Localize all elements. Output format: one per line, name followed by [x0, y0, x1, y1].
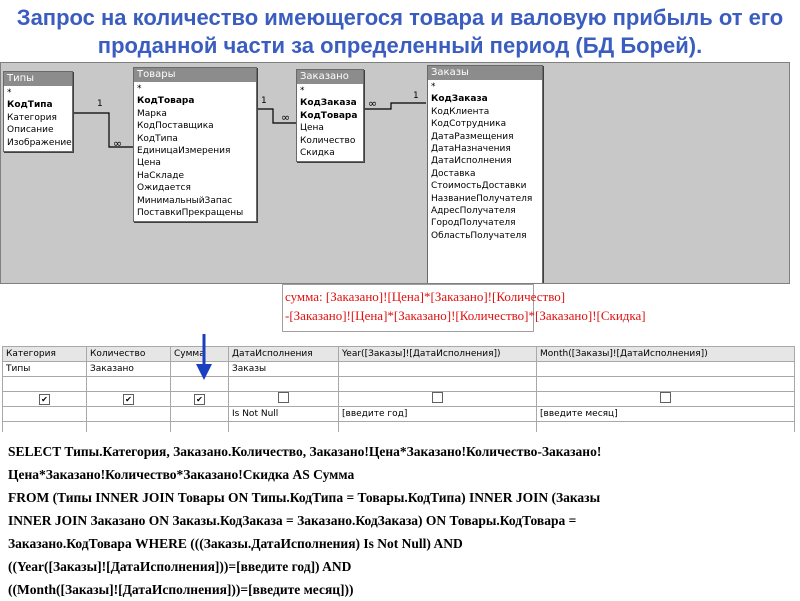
grid-header-row	[3, 347, 795, 362]
relation-one-label: 1	[261, 96, 267, 106]
grid-criteria-cell[interactable]: [введите месяц]	[537, 407, 795, 422]
table-field[interactable]: Количество	[300, 135, 356, 146]
show-checkbox[interactable]	[660, 392, 671, 403]
table-window-tovary[interactable]	[133, 67, 257, 222]
grid-table-row	[3, 362, 795, 377]
table-field[interactable]: ДатаРазмещения	[431, 131, 514, 142]
relation-one-label: 1	[97, 99, 103, 109]
sql-line: Заказано.КодТовара WHERE (((Заказы.ДатаИсполнения) Is Not Null) AND	[8, 536, 463, 551]
grid-or-cell[interactable]	[339, 422, 537, 433]
table-field[interactable]: *	[7, 88, 12, 98]
slide-title: Запрос на количество имеющегося товара и валовую прибыль от его проданной части за определенный период (БД Борей).	[16, 5, 784, 58]
grid-show-row	[3, 392, 795, 407]
table-field[interactable]: КодТовара	[300, 110, 358, 121]
show-checkbox[interactable]	[432, 392, 443, 403]
grid-sort-cell[interactable]	[229, 377, 339, 392]
expression-line: сумма: [Заказано]![Цена]*[Заказано]![Количество]	[285, 289, 566, 304]
grid-table-cell[interactable]	[339, 362, 537, 377]
table-window-title[interactable]: Товары	[134, 68, 256, 82]
table-field[interactable]: Цена	[137, 158, 161, 169]
table-field[interactable]: КодСотрудника	[431, 119, 507, 130]
table-field[interactable]: ПоставкиПрекращены	[137, 207, 244, 218]
sql-line: ((Month([Заказы]![ДатаИсполнения]))=[введите месяц]))	[8, 582, 354, 597]
qbe-grid-table	[2, 346, 795, 432]
table-window-title[interactable]: Заказано	[297, 70, 363, 84]
table-field[interactable]: КодЗаказа	[431, 94, 488, 105]
table-field[interactable]: Ожидается	[137, 183, 191, 194]
sql-line: FROM (Типы INNER JOIN Товары ON Типы.КодТипа = Товары.КодТипа) INNER JOIN (Заказы	[8, 490, 601, 505]
table-field[interactable]: Изображение	[7, 137, 72, 148]
grid-table-cell[interactable]: Заказы	[229, 362, 339, 377]
grid-field-cell[interactable]: Month([Заказы]![ДатаИсполнения])	[537, 347, 795, 362]
grid-or-cell[interactable]	[87, 422, 171, 433]
table-field[interactable]: Категория	[7, 112, 57, 123]
table-field[interactable]: МинимальныйЗапас	[137, 195, 233, 206]
grid-field-cell[interactable]: Year([Заказы]![ДатаИсполнения])	[339, 347, 537, 362]
pointer-arrow-icon	[192, 334, 216, 382]
grid-field-cell[interactable]: Категория	[3, 347, 87, 362]
grid-table-cell[interactable]	[537, 362, 795, 377]
grid-or-cell[interactable]	[229, 422, 339, 433]
table-field[interactable]: СтоимостьДоставки	[431, 181, 527, 192]
table-field[interactable]: КодТовара	[137, 96, 195, 107]
query-design-area	[0, 62, 790, 284]
table-field[interactable]: АдресПолучателя	[431, 205, 516, 216]
grid-field-cell[interactable]: Количество	[87, 347, 171, 362]
table-field[interactable]: Описание	[7, 125, 54, 136]
table-field[interactable]: *	[431, 82, 436, 92]
grid-sort-cell[interactable]	[87, 377, 171, 392]
grid-sort-row	[3, 377, 795, 392]
grid-sort-cell[interactable]	[537, 377, 795, 392]
grid-sort-cell[interactable]	[339, 377, 537, 392]
show-checkbox[interactable]	[278, 392, 289, 403]
grid-criteria-cell[interactable]	[87, 407, 171, 422]
sql-line: ((Year([Заказы]![ДатаИсполнения]))=[введите год]) AND	[8, 559, 352, 574]
relation-many-label: ∞	[281, 111, 291, 124]
table-field[interactable]: ОбластьПолучателя	[431, 230, 527, 241]
expression-line: -[Заказано]![Цена]*[Заказано]![Количество]*[Заказано]![Скидка]	[285, 308, 646, 323]
table-field[interactable]: НазваниеПолучателя	[431, 193, 533, 204]
sql-line: INNER JOIN Заказано ON Заказы.КодЗаказа = Заказано.КодЗаказа) ON Товары.КодТовара =	[8, 513, 577, 528]
expression-callout	[282, 284, 646, 332]
table-window-title[interactable]: Заказы	[428, 66, 542, 80]
table-field[interactable]: ДатаНазначения	[431, 143, 511, 154]
sql-line: SELECT Типы.Категория, Заказано.Количество, Заказано!Цена*Заказано!Количество-Заказано!	[8, 444, 602, 459]
grid-or-row	[3, 422, 795, 433]
grid-or-cell[interactable]	[3, 422, 87, 433]
table-field[interactable]: Цена	[300, 123, 324, 134]
table-field[interactable]: КодТипа	[137, 133, 178, 144]
grid-sort-cell[interactable]	[3, 377, 87, 392]
grid-criteria-cell[interactable]: Is Not Null	[229, 407, 339, 422]
table-field[interactable]: КодЗаказа	[300, 98, 357, 109]
table-field[interactable]: Доставка	[431, 168, 476, 179]
relation-one-label: 1	[413, 91, 419, 101]
table-window-zakazano[interactable]	[296, 69, 364, 162]
table-field[interactable]: *	[300, 86, 305, 96]
relation-many-label: ∞	[368, 97, 378, 110]
table-field[interactable]: КодКлиента	[431, 106, 490, 117]
table-window-tipy[interactable]	[3, 71, 73, 152]
table-window-title[interactable]: Типы	[4, 72, 72, 86]
table-field[interactable]: ДатаИсполнения	[431, 156, 512, 167]
grid-field-cell[interactable]: Сумма	[171, 347, 229, 362]
grid-table-cell[interactable]: Типы	[3, 362, 87, 377]
relation-many-label: ∞	[113, 137, 123, 150]
table-field[interactable]: ЕдиницаИзмерения	[137, 145, 231, 156]
grid-criteria-row	[3, 407, 795, 422]
table-field[interactable]: Скидка	[300, 147, 335, 158]
grid-criteria-cell[interactable]: [введите год]	[339, 407, 537, 422]
table-field[interactable]: КодТипа	[7, 100, 53, 111]
grid-field-cell[interactable]: ДатаИсполнения	[229, 347, 339, 362]
table-field[interactable]: Марка	[137, 108, 167, 119]
table-field[interactable]: КодПоставщика	[137, 121, 214, 132]
table-field[interactable]: *	[137, 84, 142, 94]
show-checkbox[interactable]: ✔	[39, 394, 50, 405]
table-field[interactable]: НаСкладе	[137, 170, 185, 181]
sql-statement	[8, 440, 796, 601]
sql-line: Цена*Заказано!Количество*Заказано!Скидка AS Сумма	[8, 467, 355, 482]
grid-or-cell[interactable]	[171, 422, 229, 433]
show-checkbox[interactable]: ✔	[194, 394, 205, 405]
grid-criteria-cell[interactable]	[171, 407, 229, 422]
grid-criteria-cell[interactable]	[3, 407, 87, 422]
qbe-grid	[0, 344, 800, 432]
table-field[interactable]: ГородПолучателя	[431, 218, 516, 229]
relationship-lines	[1, 63, 790, 284]
grid-table-cell[interactable]: Заказано	[87, 362, 171, 377]
show-checkbox[interactable]: ✔	[123, 394, 134, 405]
grid-or-cell[interactable]	[537, 422, 795, 433]
table-window-zakazy[interactable]	[427, 65, 543, 284]
